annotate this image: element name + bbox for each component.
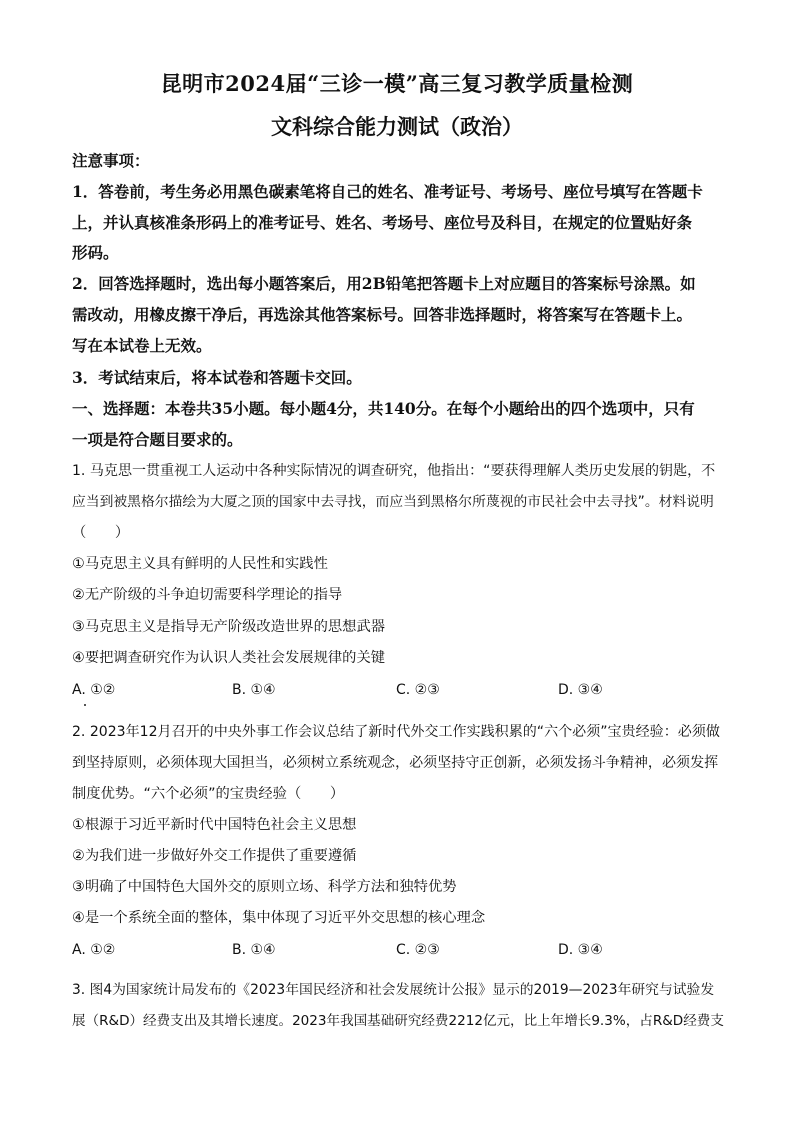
option-d: D. ③④ xyxy=(558,682,603,698)
print-speck xyxy=(84,704,86,706)
notes-line: 2．回答选择题时，选出每小题答案后，用2B铅笔把答题卡上对应题目的答案标号涂黑。如 xyxy=(72,274,696,293)
question-2-item: ①根源于习近平新时代中国特色社会主义思想 xyxy=(72,817,357,833)
notes-heading: 注意事项： xyxy=(72,151,150,170)
option-b: B. ①④ xyxy=(232,682,276,698)
question-2-item: ②为我们进一步做好外交工作提供了重要遵循 xyxy=(72,848,357,864)
option-d: D. ③④ xyxy=(558,942,603,958)
notes-line: 写在本试卷上无效。 xyxy=(72,336,212,355)
section-heading: 一项是符合题目要求的。 xyxy=(72,430,243,449)
option-c: C. ②③ xyxy=(396,682,440,698)
option-a: A. ①② xyxy=(72,942,116,958)
question-2-item: ③明确了中国特色大国外交的原则立场、科学方法和独特优势 xyxy=(72,879,457,895)
option-c: C. ②③ xyxy=(396,942,440,958)
question-2-stem: 到坚持原则，必须体现大国担当，必须树立系统观念，必须坚持守正创新，必须发扬斗争精神，必须发挥 xyxy=(72,755,719,771)
question-2-item: ④是一个系统全面的整体，集中体现了习近平外交思想的核心理念 xyxy=(72,910,486,926)
exam-subtitle: 文科综合能力测试（政治） xyxy=(271,114,523,139)
question-1-stem: 应当到被黑格尔描绘为大厦之顶的国家中去寻找，而应当到黑格尔所蔑视的市民社会中去寻找”。材料说明 xyxy=(72,494,714,510)
question-1-item: ④要把调查研究作为认识人类社会发展规律的关键 xyxy=(72,650,386,666)
question-3-stem: 展（R&D）经费支出及其增长速度。2023年我国基础研究经费2212亿元，比上年增长9.3%，占R&D经费支 xyxy=(72,1013,724,1029)
notes-line: 上，并认真核准条形码上的准考证号、姓名、考场号、座位号及科目，在规定的位置贴好条 xyxy=(72,213,693,232)
notes-line: 形码。 xyxy=(72,243,119,262)
question-1-item: ②无产阶级的斗争迫切需要科学理论的指导 xyxy=(72,587,343,603)
exam-title: 昆明市2024届“三诊一模”高三复习教学质量检测 xyxy=(160,71,634,96)
question-1-options xyxy=(72,682,724,706)
question-1-stem: 1. 马克思一贯重视工人运动中各种实际情况的调查研究，他指出：“要获得理解人类历史发展的钥匙，不 xyxy=(72,463,716,479)
notes-line: 需改动，用橡皮擦干净后，再选涂其他答案标号。回答非选择题时，将答案写在答题卡上。 xyxy=(72,305,693,324)
question-3-stem: 3. 图4为国家统计局发布的《2023年国民经济和社会发展统计公报》显示的2019—2023年研究与试验发 xyxy=(72,982,715,998)
option-a: A. ①② xyxy=(72,682,116,698)
question-2-stem: 制度优势。“六个必须”的宝贵经验（ ） xyxy=(72,786,345,802)
question-1-blank: （ ） xyxy=(72,525,130,541)
question-2-stem: 2. 2023年12月召开的中央外事工作会议总结了新时代外交工作实践积累的“六个必须”宝贵经验：必须做 xyxy=(72,724,720,740)
notes-line: 3．考试结束后，将本试卷和答题卡交回。 xyxy=(72,368,362,387)
option-b: B. ①④ xyxy=(232,942,276,958)
question-2-options xyxy=(72,942,724,966)
notes-line: 1．答卷前，考生务必用黑色碳素笔将自己的姓名、准考证号、考场号、座位号填写在答题卡 xyxy=(72,182,703,201)
section-heading: 一、选择题：本卷共35小题。每小题4分，共140分。在每个小题给出的四个选项中，只有 xyxy=(72,399,695,418)
question-1-item: ③马克思主义是指导无产阶级改造世界的思想武器 xyxy=(72,619,386,635)
question-1-item: ①马克思主义具有鲜明的人民性和实践性 xyxy=(72,556,328,572)
